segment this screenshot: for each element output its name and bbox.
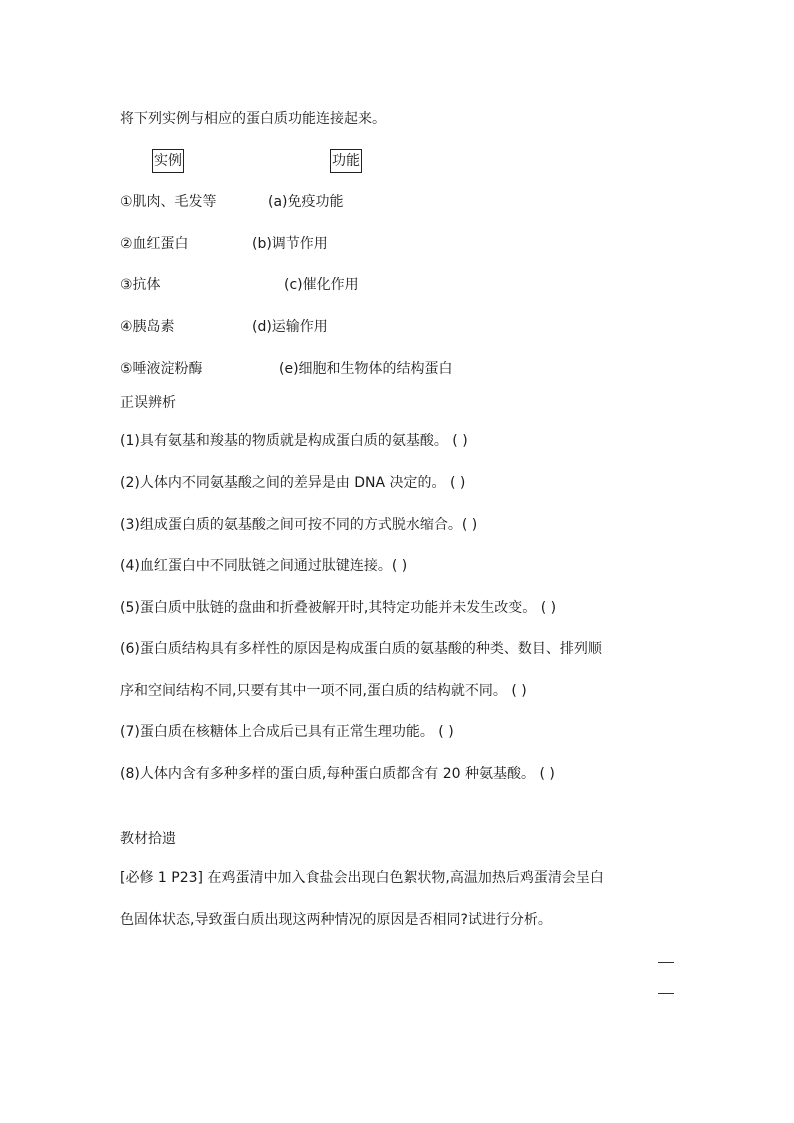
match-function: (e)细胞和生物体的结构蛋白 [279,361,453,377]
match-function: (b)调节作用 [252,236,328,252]
judgement-item: (5)蛋白质中肽链的盘曲和折叠被解开时,其特定功能并未发生改变。 ( ) [120,600,557,616]
match-example: ⑤唾液淀粉酶 [120,361,203,377]
judgement-item: 序和空间结构不同,只要有其中一项不同,蛋白质的结构就不同。 ( ) [120,683,527,699]
judgement-item: (4)血红蛋白中不同肽链之间通过肽键连接。( ) [120,558,408,574]
judgement-item: (1)具有氨基和羧基的物质就是构成蛋白质的氨基酸。 ( ) [120,433,468,449]
judgement-item: (3)组成蛋白质的氨基酸之间可按不同的方式脱水缩合。( ) [120,517,478,533]
match-example: ④胰岛素 [120,319,175,335]
judgement-item: (6)蛋白质结构具有多样性的原因是构成蛋白质的氨基酸的种类、数目、排列顺 [120,641,602,657]
match-function: (a)免疫功能 [268,194,344,210]
functions-header: 功能 [330,149,362,173]
match-example: ①肌肉、毛发等 [120,194,217,210]
textbook-question-line: [必修 1 P23] 在鸡蛋清中加入食盐会出现白色絮状物,高温加热后鸡蛋清会呈白 [120,870,604,886]
intro-text: 将下列实例与相应的蛋白质功能连接起来。 [120,111,386,127]
judgement-item: (2)人体内不同氨基酸之间的差异是由 DNA 决定的。 ( ) [120,475,466,491]
judgement-item: (7)蛋白质在核糖体上合成后已具有正常生理功能。 ( ) [120,724,454,740]
textbook-title: 教材拾遗 [120,831,176,847]
match-function: (d)运输作用 [252,319,328,335]
match-example: ②血红蛋白 [120,236,189,252]
match-function: (c)催化作用 [284,277,359,293]
answer-blank-line [658,993,674,994]
answer-blank-line [658,962,674,963]
examples-header: 实例 [152,149,184,173]
match-example: ③抗体 [120,277,161,293]
textbook-question-line: 色固体状态,导致蛋白质出现这两种情况的原因是否相同?试进行分析。 [120,912,552,928]
judgement-title: 正误辨析 [120,395,176,411]
judgement-item: (8)人体内含有多种多样的蛋白质,每种蛋白质都含有 20 种氨基酸。 ( ) [120,766,555,782]
